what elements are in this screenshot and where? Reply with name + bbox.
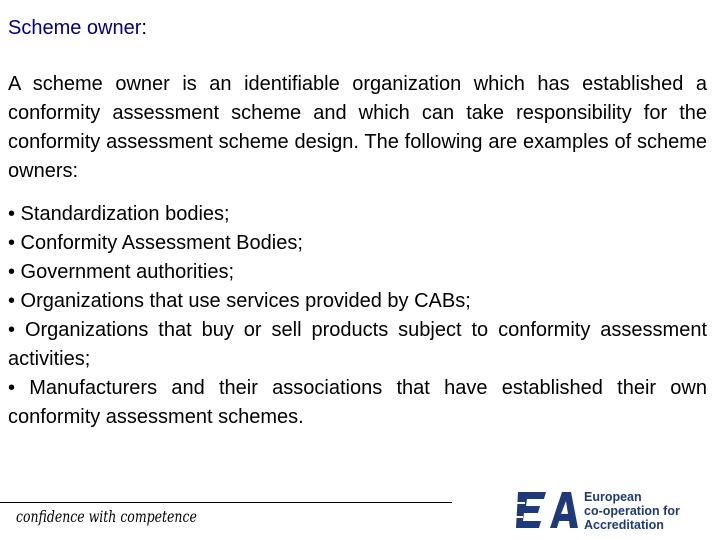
logo-line: co-operation for bbox=[584, 504, 680, 518]
list-item: • Organizations that use services provided by CABs; bbox=[8, 290, 471, 312]
heading-title: Scheme owner bbox=[8, 17, 142, 39]
definition-paragraph: A scheme owner is an identifiable organization which has established a conformity assessment scheme and which can take responsibility for the conformity assessment scheme design. The following are examples of scheme owners: bbox=[8, 73, 707, 182]
logo-line: European bbox=[584, 490, 642, 504]
footer-tagline: confidence with competence bbox=[16, 507, 197, 526]
list-item: • Manufacturers and their associations that have established their own conformity assessment schemes. bbox=[8, 377, 707, 428]
list-item: • Government authorities; bbox=[8, 261, 234, 283]
footer-divider bbox=[0, 502, 452, 503]
ea-logo-text bbox=[584, 490, 680, 532]
list-item: • Standardization bodies; bbox=[8, 203, 230, 225]
ea-logo-mark-icon bbox=[516, 490, 578, 530]
list-item: • Organizations that buy or sell products subject to conformity assessment activities; bbox=[8, 319, 707, 370]
examples-list bbox=[8, 200, 707, 432]
slide-heading bbox=[8, 14, 147, 42]
list-item: • Conformity Assessment Bodies; bbox=[8, 232, 303, 254]
heading-colon: : bbox=[141, 17, 147, 39]
ea-logo bbox=[516, 488, 706, 532]
logo-line: Accreditation bbox=[584, 518, 664, 532]
